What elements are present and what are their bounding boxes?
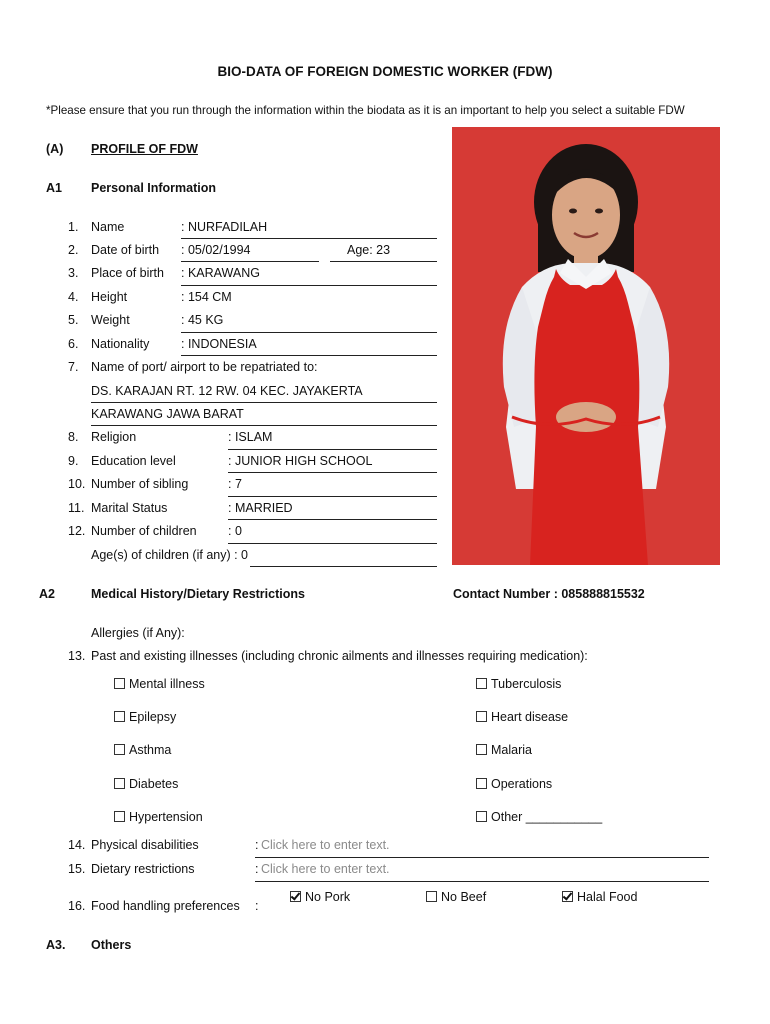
checkbox-label: Tuberculosis bbox=[491, 677, 562, 691]
checkbox-box[interactable] bbox=[476, 711, 487, 722]
checkbox-label: Operations bbox=[491, 777, 553, 791]
checkbox-label: Asthma bbox=[129, 743, 172, 757]
checkbox-label: No Beef bbox=[441, 890, 487, 904]
religion-num: 8. bbox=[68, 430, 79, 444]
nationality-label: Nationality bbox=[91, 337, 150, 351]
education-value: : JUNIOR HIGH SCHOOL bbox=[228, 454, 373, 468]
education-line bbox=[228, 472, 437, 473]
dob-value: : 05/02/1994 bbox=[181, 243, 251, 257]
pob-num: 3. bbox=[68, 266, 79, 280]
checkbox-label: Mental illness bbox=[129, 677, 205, 691]
food-colon: : bbox=[255, 899, 259, 913]
illness-label: Past and existing illnesses (including chronic ailments and illnesses requiring medication): bbox=[91, 649, 588, 663]
a1-title: Personal Information bbox=[91, 181, 217, 195]
checkbox-malaria[interactable] bbox=[476, 743, 532, 757]
dob-label: Date of birth bbox=[91, 243, 160, 257]
a2-code: A2 bbox=[39, 587, 55, 601]
siblings-num: 10. bbox=[68, 477, 86, 491]
notice-text: *Please ensure that you run through the information within the biodata as it is an important to help you select a suitable FDW bbox=[46, 104, 685, 117]
children-num: 12. bbox=[68, 524, 86, 538]
dob-line bbox=[181, 261, 319, 262]
checkbox-hypertension[interactable] bbox=[114, 810, 203, 824]
port-num: 7. bbox=[68, 360, 79, 374]
children-label: Number of children bbox=[91, 524, 197, 538]
checkbox-box[interactable] bbox=[114, 711, 125, 722]
disabilities-num: 14. bbox=[68, 838, 86, 852]
dietary-field[interactable]: Click here to enter text. bbox=[261, 862, 390, 876]
checkbox-box[interactable] bbox=[114, 811, 125, 822]
document-title: BIO-DATA OF FOREIGN DOMESTIC WORKER (FDW) bbox=[217, 64, 553, 79]
checkbox-heart-disease[interactable] bbox=[476, 710, 568, 724]
checkbox-label: Hypertension bbox=[129, 810, 203, 824]
height-label: Height bbox=[91, 290, 128, 304]
weight-value: : 45 KG bbox=[181, 313, 224, 327]
checkbox-halal-food[interactable] bbox=[562, 890, 637, 904]
allergies-label: Allergies (if Any): bbox=[91, 626, 185, 640]
port-address-line1: DS. KARAJAN RT. 12 RW. 04 KEC. JAYAKERTA bbox=[91, 384, 363, 398]
checkbox-box[interactable] bbox=[426, 891, 437, 902]
checkbox-no-beef[interactable] bbox=[426, 890, 486, 904]
children-ages-line bbox=[250, 566, 437, 567]
checkbox-epilepsy[interactable] bbox=[114, 710, 176, 724]
siblings-line bbox=[228, 496, 437, 497]
a2-title: Medical History/Dietary Restrictions bbox=[91, 587, 305, 601]
checkbox-box[interactable] bbox=[114, 744, 125, 755]
checkbox-mental-illness[interactable] bbox=[114, 677, 205, 691]
port-line1 bbox=[91, 402, 437, 403]
name-value: : NURFADILAH bbox=[181, 220, 268, 234]
weight-label: Weight bbox=[91, 313, 130, 327]
checkbox-box[interactable] bbox=[114, 678, 125, 689]
checkbox-label: Malaria bbox=[491, 743, 532, 757]
checkbox-box[interactable] bbox=[476, 811, 487, 822]
name-line bbox=[181, 238, 437, 239]
checkbox-label: Diabetes bbox=[129, 777, 179, 791]
pob-line bbox=[181, 285, 437, 286]
checkbox-tuberculosis[interactable] bbox=[476, 677, 561, 691]
check-icon[interactable] bbox=[562, 891, 573, 902]
checkbox-box[interactable] bbox=[476, 778, 487, 789]
name-num: 1. bbox=[68, 220, 79, 234]
disabilities-colon: : bbox=[255, 838, 259, 852]
dob-num: 2. bbox=[68, 243, 79, 257]
checkbox-no-pork[interactable] bbox=[290, 890, 350, 904]
checkbox-other[interactable] bbox=[476, 810, 602, 824]
pob-value: : KARAWANG bbox=[181, 266, 260, 280]
fdw-photo bbox=[452, 127, 720, 565]
port-address-line2: KARAWANG JAWA BARAT bbox=[91, 407, 244, 421]
children-value: : 0 bbox=[228, 524, 242, 538]
a3-code: A3. bbox=[46, 938, 66, 952]
checkbox-operations[interactable] bbox=[476, 777, 552, 791]
disabilities-field[interactable]: Click here to enter text. bbox=[261, 838, 390, 852]
a1-code: A1 bbox=[46, 181, 62, 195]
religion-line bbox=[228, 449, 437, 450]
illness-num: 13. bbox=[68, 649, 86, 663]
name-label: Name bbox=[91, 220, 125, 234]
checkbox-diabetes[interactable] bbox=[114, 777, 178, 791]
siblings-value: : 7 bbox=[228, 477, 242, 491]
age-line bbox=[330, 261, 437, 262]
weight-line bbox=[181, 332, 437, 333]
height-num: 4. bbox=[68, 290, 79, 304]
checkbox-box[interactable] bbox=[476, 744, 487, 755]
food-num: 16. bbox=[68, 899, 86, 913]
nationality-num: 6. bbox=[68, 337, 79, 351]
marital-value: : MARRIED bbox=[228, 501, 293, 515]
nationality-line bbox=[181, 355, 437, 356]
checkbox-label: Halal Food bbox=[577, 890, 638, 904]
port-line2 bbox=[91, 425, 437, 426]
checkbox-label: Other ___________ bbox=[491, 810, 603, 824]
contact-number: Contact Number : 085888815532 bbox=[453, 587, 645, 601]
siblings-label: Number of sibling bbox=[91, 477, 189, 491]
education-num: 9. bbox=[68, 454, 79, 468]
section-a-title: PROFILE OF FDW bbox=[91, 142, 198, 156]
marital-line bbox=[228, 519, 437, 520]
disabilities-label: Physical disabilities bbox=[91, 838, 199, 852]
food-label: Food handling preferences bbox=[91, 899, 240, 913]
religion-label: Religion bbox=[91, 430, 137, 444]
children-line bbox=[228, 543, 437, 544]
checkbox-label: Heart disease bbox=[491, 710, 569, 724]
check-icon[interactable] bbox=[290, 891, 301, 902]
education-label: Education level bbox=[91, 454, 176, 468]
dietary-num: 15. bbox=[68, 862, 86, 876]
checkbox-label: No Pork bbox=[305, 890, 351, 904]
portrait-image bbox=[452, 127, 720, 565]
age-value: Age: 23 bbox=[347, 243, 391, 257]
checkbox-box[interactable] bbox=[476, 678, 487, 689]
dietary-line bbox=[255, 881, 709, 882]
pob-label: Place of birth bbox=[91, 266, 164, 280]
marital-num: 11. bbox=[68, 501, 85, 515]
marital-label: Marital Status bbox=[91, 501, 168, 515]
height-value: : 154 CM bbox=[181, 290, 232, 304]
section-a-code: (A) bbox=[46, 142, 64, 156]
religion-value: : ISLAM bbox=[228, 430, 273, 444]
dietary-colon: : bbox=[255, 862, 259, 876]
children-ages: Age(s) of children (if any) : 0 bbox=[91, 548, 249, 562]
nationality-value: : INDONESIA bbox=[181, 337, 257, 351]
dietary-label: Dietary restrictions bbox=[91, 862, 195, 876]
checkbox-box[interactable] bbox=[114, 778, 125, 789]
disabilities-line bbox=[255, 857, 709, 858]
weight-num: 5. bbox=[68, 313, 79, 327]
a3-title: Others bbox=[91, 938, 132, 952]
port-label: Name of port/ airport to be repatriated to: bbox=[91, 360, 318, 374]
checkbox-label: Epilepsy bbox=[129, 710, 177, 724]
checkbox-asthma[interactable] bbox=[114, 743, 171, 757]
